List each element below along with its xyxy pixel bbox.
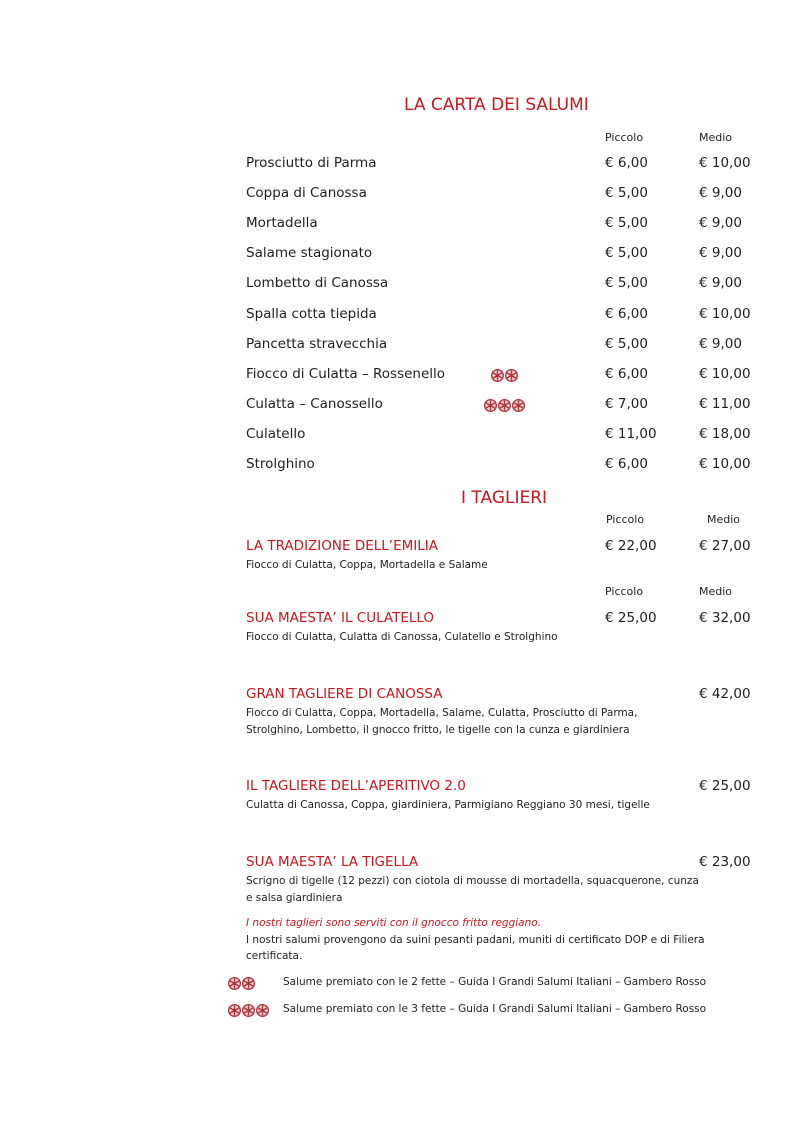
tagliere-description: Culatta di Canossa, Coppa, giardiniera, Parmigiano Reggiano 30 mesi, tigelle: [246, 799, 650, 811]
salumi-title: LA CARTA DEI SALUMI: [404, 95, 589, 115]
tagliere-description: Fiocco di Culatta, Coppa, Mortadella e Salame: [246, 559, 488, 571]
price-piccolo: € 6,00: [605, 456, 648, 472]
award-2-slices-icon: [228, 977, 255, 990]
price-piccolo: € 11,00: [605, 425, 657, 442]
salumi-name: Salame stagionato: [246, 245, 373, 262]
price-piccolo: € 6,00: [605, 305, 648, 322]
price-piccolo: € 6,00: [605, 155, 648, 171]
price-medio: € 9,00: [699, 185, 742, 202]
award-3-slices-icon: [484, 399, 525, 412]
taglieri-title: I TAGLIERI: [461, 488, 548, 508]
tagliere-description: Fiocco di Culatta, Coppa, Mortadella, Salame, Culatta, Prosciutto di Parma,: [246, 707, 638, 719]
tagliere-description: Strolghino, Lombetto, il gnocco fritto, le tigelle con la cunza e giardiniera: [246, 723, 630, 736]
note-origin: certificata.: [246, 950, 303, 962]
tagliere-name: SUA MAESTA’ LA TIGELLA: [246, 854, 419, 870]
price-piccolo: € 5,00: [605, 335, 648, 352]
price-medio: € 10,00: [699, 155, 751, 171]
tagliere-description: e salsa giardiniera: [246, 891, 343, 904]
col-header-medio: Medio: [699, 585, 733, 598]
legend-2-slices: Salume premiato con le 2 fette – Guida I Grandi Salumi Italiani – Gambero Rosso: [283, 976, 707, 988]
note-gnocco: I nostri taglieri sono serviti con il gnocco fritto reggiano.: [246, 917, 542, 929]
price: € 23,00: [699, 854, 751, 870]
price-piccolo: € 7,00: [605, 395, 648, 412]
salumi-name: Pancetta stravecchia: [246, 335, 388, 352]
award-3-slices-icon: [228, 1004, 269, 1017]
price-medio: € 9,00: [699, 275, 742, 292]
price-medio: € 32,00: [699, 610, 751, 626]
salumi-name: Culatello: [246, 425, 306, 442]
col-header-piccolo: Piccolo: [605, 585, 644, 598]
price-medio: € 10,00: [699, 305, 751, 322]
price-medio: € 9,00: [699, 245, 742, 262]
price-piccolo: € 5,00: [605, 245, 648, 262]
salumi-name: Spalla cotta tiepida: [246, 305, 377, 322]
tagliere-name: LA TRADIZIONE DELL’EMILIA: [246, 538, 438, 554]
price-piccolo: € 5,00: [605, 275, 648, 292]
tagliere-name: SUA MAESTA’ IL CULATELLO: [246, 610, 435, 626]
col-header-medio: Medio: [707, 513, 741, 526]
tagliere-name: GRAN TAGLIERE DI CANOSSA: [246, 686, 443, 702]
salumi-name: Strolghino: [246, 456, 315, 472]
tagliere-name: IL TAGLIERE DELL’APERITIVO 2.0: [246, 778, 466, 794]
price-medio: € 9,00: [699, 335, 742, 352]
legend-3-slices: Salume premiato con le 3 fette – Guida I Grandi Salumi Italiani – Gambero Rosso: [283, 1003, 707, 1015]
salumi-name: Lombetto di Canossa: [246, 275, 389, 292]
tagliere-description: Fiocco di Culatta, Culatta di Canossa, Culatello e Strolghino: [246, 631, 558, 643]
price-piccolo: € 22,00: [605, 538, 657, 554]
price-medio: € 27,00: [699, 538, 751, 554]
price-medio: € 10,00: [699, 365, 751, 382]
price: € 25,00: [699, 778, 751, 794]
price-medio: € 9,00: [699, 215, 742, 232]
price-medio: € 18,00: [699, 425, 751, 442]
award-2-slices-icon: [491, 369, 518, 382]
salumi-name: Mortadella: [246, 215, 318, 232]
salumi-name: Fiocco di Culatta – Rossenello: [246, 365, 446, 382]
price-medio: € 10,00: [699, 456, 751, 472]
col-header-medio: Medio: [699, 131, 733, 144]
price-piccolo: € 6,00: [605, 365, 648, 382]
col-header-piccolo: Piccolo: [606, 513, 645, 526]
price-piccolo: € 5,00: [605, 185, 648, 202]
note-origin: I nostri salumi provengono da suini pesanti padani, muniti di certificato DOP e di Filiera: [246, 934, 705, 946]
price-piccolo: € 5,00: [605, 215, 648, 232]
col-header-piccolo: Piccolo: [605, 131, 644, 144]
tagliere-description: Scrigno di tigelle (12 pezzi) con ciotola di mousse di mortadella, squacquerone, cunza: [246, 875, 699, 887]
salumi-name: Prosciutto di Parma: [246, 155, 377, 171]
salumi-name: Coppa di Canossa: [246, 185, 367, 202]
price-piccolo: € 25,00: [605, 610, 657, 626]
price: € 42,00: [699, 686, 751, 702]
price-medio: € 11,00: [699, 395, 751, 412]
salumi-name: Culatta – Canossello: [246, 395, 383, 412]
